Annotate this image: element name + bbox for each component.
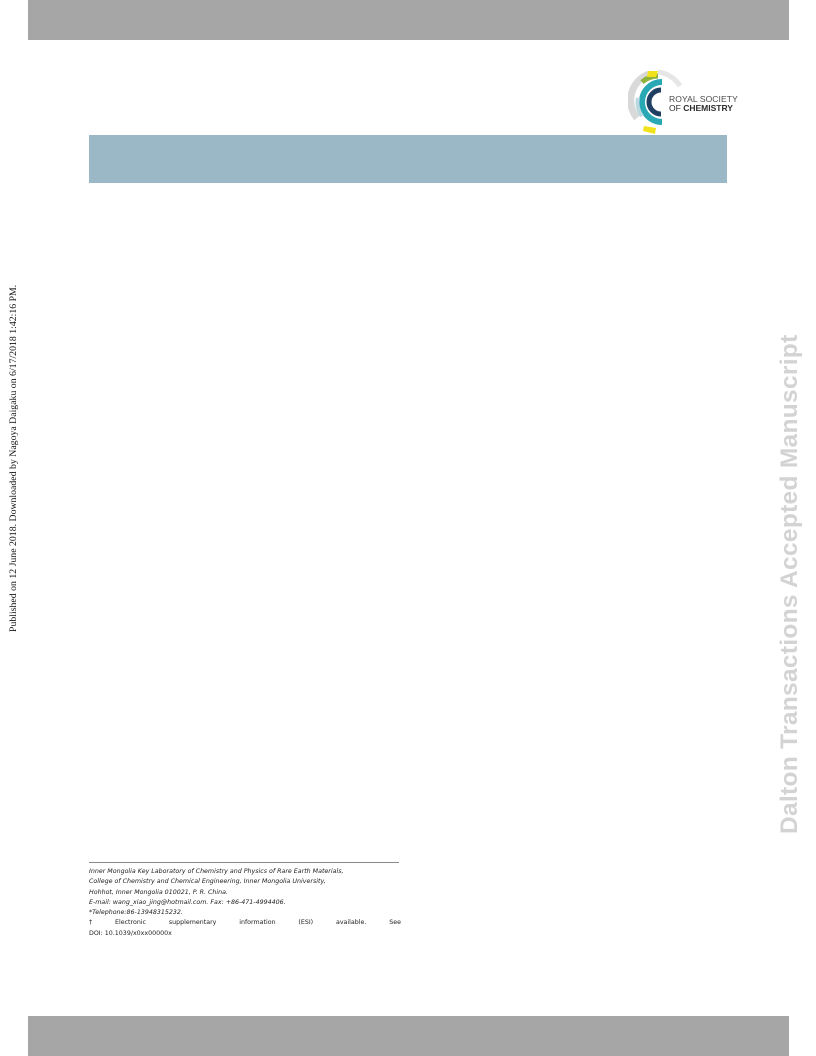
logo-line-2-bold: CHEMISTRY (683, 103, 733, 113)
logo-line-1: ROYAL SOCIETY (669, 94, 738, 104)
published-sidebar-text: Published on 12 June 2018. Downloaded by Nagoya Daigaku on 6/17/2018 1:42:16 PM. (8, 284, 19, 632)
logo-line-2 (669, 104, 733, 113)
esi-word: Electronic (114, 919, 147, 927)
accepted-manuscript-watermark: Dalton Transactions Accepted Manuscript (776, 334, 803, 834)
esi-word: † (89, 919, 93, 927)
esi-word: available. (335, 919, 367, 927)
affiliation-line: College of Chemistry and Chemical Engineering, Inner Mongolia University, (89, 878, 326, 886)
esi-word: (ESI) (298, 919, 314, 927)
rsc-logo (628, 68, 738, 136)
email-fax-line: E-mail: wang_xiao_jing@hotmail.com. Fax: +86-471-4994406. (89, 898, 286, 906)
top-bar (28, 0, 789, 40)
esi-line (89, 918, 401, 928)
doi-line: DOI: 10.1039/x0xx00000x (89, 929, 172, 937)
affiliation-line: Hohhot, Inner Mongolia 010021, P. R. China. (89, 888, 229, 896)
telephone-line: *Telephone:86-13948315232. (89, 909, 183, 917)
logo-line-2-prefix: OF (669, 103, 681, 113)
footnotes (89, 867, 401, 939)
esi-word: information (239, 919, 276, 927)
affiliation-line: Inner Mongolia Key Laboratory of Chemistry and Physics of Rare Earth Materials, (89, 868, 344, 875)
esi-word: See (389, 919, 401, 927)
bottom-bar (28, 1016, 789, 1056)
esi-word: supplementary (168, 919, 217, 927)
footnote-rule (89, 862, 399, 863)
header-band (89, 135, 727, 183)
